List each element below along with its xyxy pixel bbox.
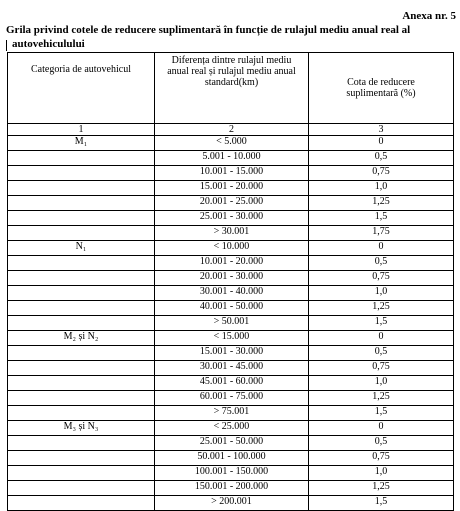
table-row — [8, 481, 454, 496]
document-title — [6, 23, 458, 51]
mileage-difference-cell: > 200.001 — [155, 496, 309, 511]
vehicle-category-cell — [8, 196, 155, 211]
reduction-quota-cell: 1,25 — [309, 196, 454, 211]
table-row — [8, 256, 454, 271]
mileage-difference-cell: 50.001 - 100.000 — [155, 451, 309, 466]
reduction-quota-cell: 1,0 — [309, 286, 454, 301]
vehicle-category-cell: N₁ — [8, 241, 155, 256]
mileage-difference-cell: 5.001 - 10.000 — [155, 151, 309, 166]
vehicle-category-cell — [8, 451, 155, 466]
reduction-quota-cell: 1,0 — [309, 181, 454, 196]
column-number-row — [8, 124, 454, 136]
table-row — [8, 301, 454, 316]
reduction-quota-cell: 1,75 — [309, 226, 454, 241]
table-row — [8, 421, 454, 436]
vehicle-category-cell: M₁ — [8, 136, 155, 151]
reduction-quota-cell: 1,5 — [309, 496, 454, 511]
mileage-difference-cell: 60.001 - 75.000 — [155, 391, 309, 406]
reduction-quota-cell: 0,5 — [309, 256, 454, 271]
header-vehicle-category: Categoria de autovehicul — [8, 53, 155, 124]
vehicle-category-cell — [8, 271, 155, 286]
vehicle-category-cell: M₂ și N₂ — [8, 331, 155, 346]
mileage-difference-cell: 25.001 - 30.000 — [155, 211, 309, 226]
mileage-difference-cell: < 25.000 — [155, 421, 309, 436]
mileage-difference-cell: > 30.001 — [155, 226, 309, 241]
table-row — [8, 151, 454, 166]
mileage-difference-cell: 45.001 - 60.000 — [155, 376, 309, 391]
header-mileage-difference: Diferența dintre rulajul mediu anual real și rulajul mediu anual standard(km) — [155, 53, 309, 124]
reduction-quota-cell: 0,75 — [309, 271, 454, 286]
table-row — [8, 451, 454, 466]
mileage-difference-cell: 100.001 - 150.000 — [155, 466, 309, 481]
vehicle-category-cell — [8, 391, 155, 406]
reduction-quota-cell: 0 — [309, 421, 454, 436]
table-row — [8, 346, 454, 361]
vehicle-category-cell: M₃ și N₃ — [8, 421, 155, 436]
reduction-quota-cell: 0,75 — [309, 451, 454, 466]
vehicle-category-cell — [8, 406, 155, 421]
vehicle-category-cell — [8, 496, 155, 511]
table-row — [8, 361, 454, 376]
table-row — [8, 436, 454, 451]
vehicle-category-cell — [8, 151, 155, 166]
table-row — [8, 406, 454, 421]
mileage-difference-cell: 30.001 - 45.000 — [155, 361, 309, 376]
column-number: 1 — [8, 124, 155, 136]
mileage-difference-cell: 30.001 - 40.000 — [155, 286, 309, 301]
reduction-quota-cell: 0 — [309, 136, 454, 151]
table-row — [8, 181, 454, 196]
table-row — [8, 316, 454, 331]
vehicle-category-cell — [8, 301, 155, 316]
header-reduction-quota: Cota de reducere suplimentară (%) — [309, 53, 454, 124]
reduction-quota-cell: 1,25 — [309, 391, 454, 406]
vehicle-category-cell — [8, 256, 155, 271]
mileage-difference-cell: 10.001 - 15.000 — [155, 166, 309, 181]
mileage-difference-cell: < 15.000 — [155, 331, 309, 346]
reduction-quota-cell: 0 — [309, 241, 454, 256]
vehicle-category-cell — [8, 316, 155, 331]
mileage-difference-cell: 40.001 - 50.000 — [155, 301, 309, 316]
table-row — [8, 166, 454, 181]
table-row — [8, 496, 454, 511]
vehicle-category-cell — [8, 226, 155, 241]
reduction-quota-cell: 1,5 — [309, 316, 454, 331]
reduction-quota-cell: 0,75 — [309, 166, 454, 181]
vehicle-category-cell — [8, 436, 155, 451]
vehicle-category-cell — [8, 181, 155, 196]
mileage-difference-cell: 150.001 - 200.000 — [155, 481, 309, 496]
annex-number: Anexa nr. 5 — [402, 10, 456, 22]
vehicle-category-cell — [8, 166, 155, 181]
column-number: 3 — [309, 124, 454, 136]
table-row — [8, 466, 454, 481]
vehicle-category-cell — [8, 376, 155, 391]
reduction-quota-cell: 1,0 — [309, 376, 454, 391]
mileage-difference-cell: > 50.001 — [155, 316, 309, 331]
mileage-difference-cell: < 10.000 — [155, 241, 309, 256]
table-row — [8, 226, 454, 241]
table-row — [8, 211, 454, 226]
reduction-quota-cell: 0 — [309, 331, 454, 346]
reduction-quota-cell: 0,75 — [309, 361, 454, 376]
reduction-quota-cell: 0,5 — [309, 436, 454, 451]
mileage-difference-cell: 20.001 - 25.000 — [155, 196, 309, 211]
table-header-row — [8, 53, 454, 124]
column-number: 2 — [155, 124, 309, 136]
table-row — [8, 136, 454, 151]
reduction-table — [7, 52, 454, 511]
reduction-quota-cell: 1,25 — [309, 301, 454, 316]
vehicle-category-cell — [8, 286, 155, 301]
mileage-difference-cell: 25.001 - 50.000 — [155, 436, 309, 451]
table-row — [8, 391, 454, 406]
reduction-quota-cell: 0,5 — [309, 346, 454, 361]
reduction-quota-cell: 0,5 — [309, 151, 454, 166]
table-row — [8, 376, 454, 391]
reduction-quota-cell: 1,0 — [309, 466, 454, 481]
mileage-difference-cell: > 75.001 — [155, 406, 309, 421]
vehicle-category-cell — [8, 211, 155, 226]
vehicle-category-cell — [8, 466, 155, 481]
vehicle-category-cell — [8, 346, 155, 361]
vehicle-category-cell — [8, 361, 155, 376]
table-row — [8, 331, 454, 346]
reduction-quota-cell: 1,25 — [309, 481, 454, 496]
mileage-difference-cell: 15.001 - 20.000 — [155, 181, 309, 196]
reduction-quota-cell: 1,5 — [309, 406, 454, 421]
table-row — [8, 196, 454, 211]
title-line-1: Grila privind cotele de reducere suplimentară în funcție de rulajul mediu anual real al — [6, 24, 411, 36]
table-row — [8, 286, 454, 301]
table-row — [8, 241, 454, 256]
mileage-difference-cell: 15.001 - 30.000 — [155, 346, 309, 361]
mileage-difference-cell: 20.001 - 30.000 — [155, 271, 309, 286]
vehicle-category-cell — [8, 481, 155, 496]
mileage-difference-cell: 10.001 - 20.000 — [155, 256, 309, 271]
mileage-difference-cell: < 5.000 — [155, 136, 309, 151]
table-row — [8, 271, 454, 286]
reduction-quota-cell: 1,5 — [309, 211, 454, 226]
title-line-2: autovehiculului — [6, 37, 458, 51]
